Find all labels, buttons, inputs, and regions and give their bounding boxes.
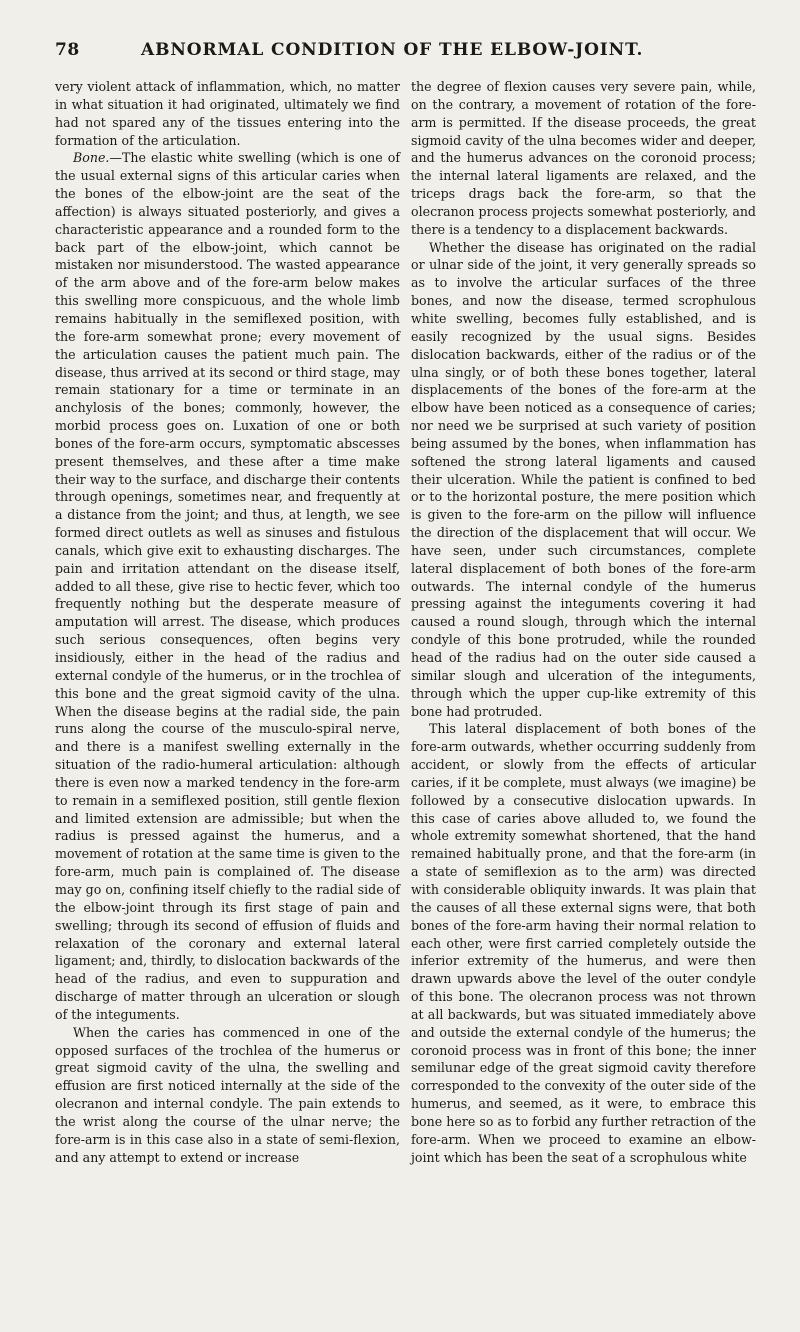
text-columns [55, 78, 756, 1166]
page-header [55, 40, 756, 64]
left-column [55, 78, 400, 1166]
right-column [411, 78, 756, 1166]
paragraph: the degree of flexion causes very severe pain, while, on the contrary, a movement of rotation of the fore-arm is permitted. If the disease proceeds, the great sigmoid cavity of the ulna becomes wider and deeper, and the humerus advances on the coronoid process; the internal lateral ligaments are relaxed, and the triceps drags back the fore-arm, so that the olecranon process projects somewhat posteriorly, and there is a tendency to a displacement backwards. [411, 79, 756, 237]
running-head: ABNORMAL CONDITION OF THE ELBOW-JOINT. [141, 40, 644, 60]
paragraph: Whether the disease has originated on the radial or ulnar side of the joint, it very generally spreads so as to involve the articular surfaces of the three bones, and now the disease, termed scrophulous white swelling, becomes fully established, and is easily recognized by the usual signs. Besides dislocation backwards, either of the radius or of the ulna singly, or of both these bones together, lateral displacements of the bones of the fore-arm at the elbow have been noticed as a consequence of caries; nor need we be surprised at such variety of position being assumed by the bones, when inflammation has softened the strong lateral ligaments and caused their ulceration. While the patient is confined to bed or to the horizontal posture, the mere position which is given to the fore-arm on the pillow will influence the direction of the displacement that will occur. We have seen, under such circumstances, complete lateral displacement of both bones of the fore-arm outwards. The internal condyle of the humerus pressing against the integuments covering it had caused a round slough, through which the internal condyle of this bone protruded, while the rounded head of the radius had on the outer side caused a similar slough and ulceration of the integuments, through which the upper cup-like extremity of this bone had protruded. [411, 239, 756, 719]
paragraph-lead: Bone. [73, 150, 110, 166]
paragraph-body: —The elastic white swelling (which is one of the usual external signs of this articular caries when the bones of the elbow-joint are the seat of the affection) is always situated posteriorly, and gives a characteristic appearance and a rounded form to the back part of the elbow-joint, which cannot be mistaken nor misunderstood. The wasted appearance of the arm above and of the fore-arm below makes this swelling more conspicuous, and the whole limb remains habitually in the semiflexed position, with the fore-arm somewhat prone; every movement of the articulation causes the patient much pain. The disease, thus arrived at its second or third stage, may remain stationary for a time or terminate in an anchylosis of the bones; commonly, however, the morbid process goes on. Luxation of one or both bones of the fore-arm occurs, symptomatic abscesses present themselves, and these after a time make their way to the surface, and discharge their contents through openings, sometimes near, and frequently at a distance from the joint; and thus, at length, we see formed direct outlets as well as sinuses and fistulous canals, which give exit to exhausting discharges. The pain and irritation attendant on the disease itself, added to all these, give rise to hectic fever, which too frequently nothing but the desperate measure of amputation will arrest. The disease, which produces such serious consequences, often begins very insidiously, either in the head of the radius and external condyle of the humerus, or in the trochlea of this bone and the great sigmoid cavity of the ulna. When the disease begins at the radial side, the pain runs along the course of the musculo-spiral nerve, and there is a manifest swelling externally in the situation of the radio-humeral articulation: although there is even now a marked tendency in the fore-arm to remain in a semiflexed position, still gentle flexion and limited extension are admissible; but when the radius is pressed against the humerus, and a movement of rotation at the same time is given to the fore-arm, much pain is complained of. The disease may go on, confining itself chiefly to the radial side of the elbow-joint through its first stage of pain and swelling; through its second of effusion of fluids and relaxation of the coronary and external lateral ligament; and, thirdly, to dislocation backwards of the head of the radius, and even to suppuration and discharge of matter through an ulceration or slough of the integuments. [55, 150, 400, 1022]
paragraph [55, 149, 400, 1023]
paragraph: This lateral displacement of both bones of the fore-arm outwards, whether occurring suddenly from accident, or slowly from the effects of articular caries, if it be complete, must always (we imagine) be followed by a consecutive dislocation upwards. In this case of caries above alluded to, we found the whole extremity somewhat shortened, that the hand remained habitually prone, and that the fore-arm (in a state of semiflexion as to the arm) was directed with considerable obliquity inwards. It was plain that the causes of all these external signs were, that both bones of the fore-arm having their normal relation to each other, were first carried completely outside the inferior extremity of the humerus, and were then drawn upwards above the level of the outer condyle of this bone. The olecranon process was not thrown at all backwards, but was situated immediately above and outside the external condyle of the humerus; the coronoid process was in front of this bone; the inner semilunar edge of the great sigmoid cavity therefore corresponded to the convexity of the outer side of the humerus, and seemed, as it were, to embrace this bone here so as to forbid any further retraction of the fore-arm. When we proceed to examine an elbow-joint which has been the seat of a scrophulous white [411, 721, 756, 1165]
paragraph: very violent attack of inflammation, which, no matter in what situation it had originated, ultimately we find had not spared any of the tissues entering into the formation of the articulation. [55, 79, 400, 148]
page-number: 78 [55, 40, 80, 60]
paragraph: When the caries has commenced in one of the opposed surfaces of the trochlea of the humerus or great sigmoid cavity of the ulna, the swelling and effusion are first noticed internally at the side of the olecranon and internal condyle. The pain extends to the wrist along the course of the ulnar nerve; the fore-arm is in this case also in a state of semi-flexion, and any attempt to extend or increase [55, 1024, 400, 1165]
